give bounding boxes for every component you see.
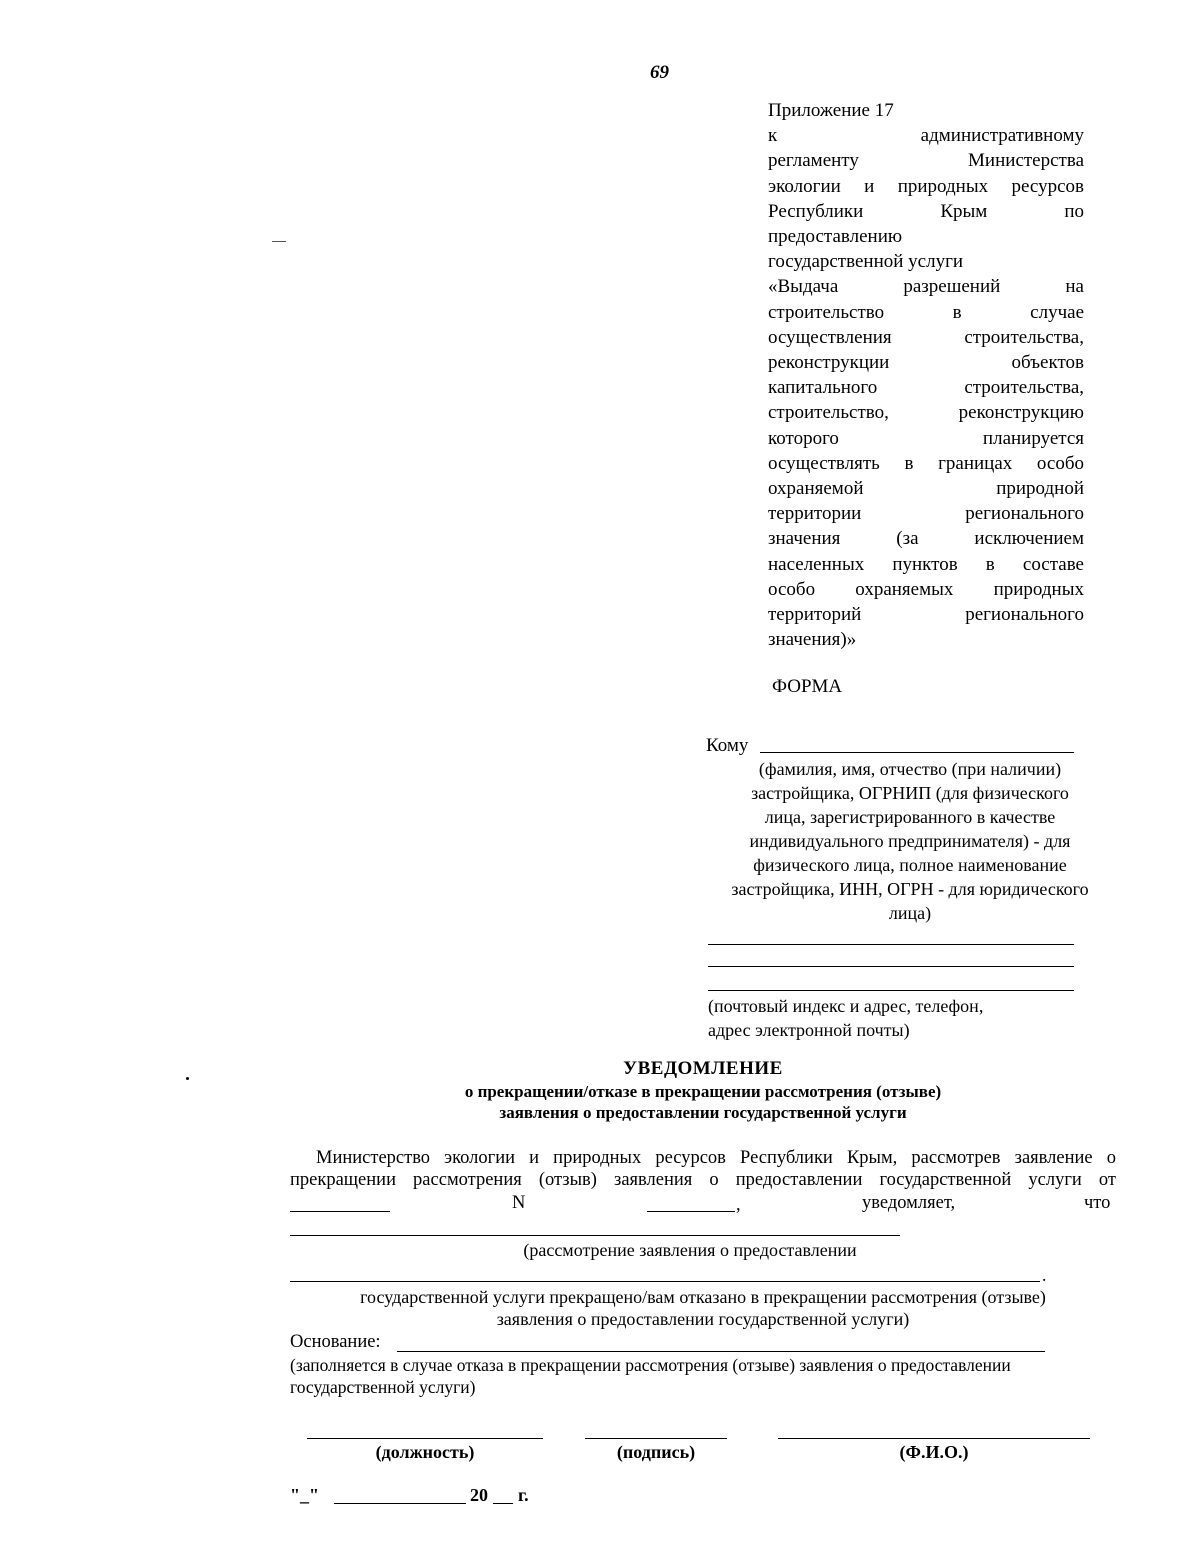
basis-field[interactable]	[397, 1351, 1045, 1352]
result-caption-2: государственной услуги прекращено/вам отказано в прекращении рассмотрения (отзыве)	[360, 1287, 1046, 1307]
form-label: ФОРМА	[772, 676, 843, 697]
appendix-line: «Выдача разрешений на	[768, 276, 1084, 298]
comma: ,	[736, 1195, 741, 1215]
recipient-caption	[700, 757, 1120, 925]
appendix-line: территорий регионального	[768, 604, 1084, 626]
appendix-line: осуществлять в границах особо	[768, 452, 1084, 474]
page-number: 69	[650, 62, 669, 83]
appendix-line: Приложение 17	[768, 100, 894, 121]
title-heading: УВЕДОМЛЕНИЕ	[623, 1058, 783, 1079]
notice-body	[290, 1147, 1116, 1191]
that-word: что	[1084, 1193, 1111, 1213]
appendix-line: охраняемой природной	[768, 478, 1084, 500]
year-field[interactable]	[493, 1503, 513, 1504]
number-label: N	[512, 1193, 526, 1213]
body-line-1: Министерство экологии и природных ресурсов Республики Крым, рассмотрев заявление о	[316, 1148, 1116, 1168]
recipient-caption-line: индивидуального предпринимателя) - для	[749, 831, 1071, 851]
period-mark: .	[1042, 1265, 1047, 1285]
appendix-line: строительство, реконструкцию	[768, 402, 1084, 424]
recipient-caption-line: застройщика, ОГРНИП (для физического	[751, 783, 1069, 803]
appendix-line: строительство в случае	[768, 301, 1084, 323]
recipient-caption-line: (фамилия, имя, отчество (при наличии)	[758, 759, 1062, 779]
title-line-2: заявления о предоставлении государственной услуги	[499, 1103, 907, 1122]
result-field-2[interactable]	[290, 1281, 1040, 1282]
month-field[interactable]	[334, 1503, 466, 1504]
appendix-line: территории регионального	[768, 503, 1084, 525]
appendix-line: значения (за исключением	[768, 528, 1084, 550]
recipient-address-field-2[interactable]	[708, 966, 1074, 967]
appendix-line: реконструкции объектов	[768, 352, 1084, 374]
date-quote-open: "	[290, 1485, 300, 1505]
appendix-line: к административному	[768, 125, 1084, 147]
fio-field[interactable]	[778, 1438, 1090, 1439]
position-field[interactable]	[307, 1438, 543, 1439]
basis-note-1: (заполняется в случае отказа в прекращении рассмотрения (отзыве) заявления о предоставлении	[290, 1355, 1011, 1375]
appendix-line: значения)»	[768, 629, 857, 651]
recipient-caption-line: лица, зарегистрированного в качестве	[764, 807, 1056, 827]
appendix-line: предоставлению	[768, 226, 903, 248]
scan-dot	[186, 1077, 189, 1080]
appendix-line: капитального строительства,	[768, 377, 1084, 399]
basis-label: Основание:	[290, 1332, 381, 1352]
result-caption-1: (рассмотрение заявления о предоставлении	[523, 1240, 857, 1260]
recipient-name-field[interactable]	[760, 752, 1074, 753]
recipient-caption-line: физического лица, полное наименование	[753, 855, 1067, 875]
recipient-address-field-3[interactable]	[708, 990, 1074, 991]
appendix-line: осуществления строительства,	[768, 326, 1084, 348]
scan-mark	[272, 241, 286, 242]
appendix-line: регламенту Министерства	[768, 150, 1084, 172]
signature-caption: (подпись)	[616, 1442, 696, 1462]
position-caption: (должность)	[375, 1442, 475, 1462]
basis-note-2: государственной услуги)	[290, 1377, 476, 1397]
fio-caption: (Ф.И.О.)	[899, 1442, 969, 1462]
recipient-caption-line: лица)	[888, 903, 932, 923]
appendix-line: населенных пунктов в составе	[768, 553, 1084, 575]
recipient-label: Кому	[706, 735, 749, 756]
year-prefix: 20	[470, 1485, 488, 1505]
appendix-line: государственной услуги	[768, 251, 964, 273]
title-line-1: о прекращении/отказе в прекращении рассмотрения (отзыве)	[464, 1082, 942, 1101]
date-line	[290, 1485, 319, 1506]
appendix-line: особо охраняемых природных	[768, 578, 1084, 600]
address-caption-line: адрес электронной почты)	[708, 1020, 910, 1040]
appendix-line: экологии и природных ресурсов	[768, 175, 1084, 197]
address-caption-line: (почтовый индекс и адрес, телефон,	[708, 996, 984, 1016]
year-suffix: г.	[518, 1485, 529, 1505]
address-caption	[708, 994, 1088, 1042]
day-field[interactable]: _	[300, 1485, 309, 1505]
appendix-line: Республики Крым по	[768, 200, 1084, 222]
body-line-2: прекращении рассмотрения (отзыв) заявления о предоставлении государственной услуги от	[290, 1170, 1116, 1190]
application-date-field[interactable]	[290, 1211, 390, 1212]
notifies-word: уведомляет,	[862, 1193, 956, 1213]
appendix-line: которого планируется	[768, 427, 1084, 449]
result-caption-3: заявления о предоставлении государственной услуги)	[496, 1309, 910, 1329]
recipient-caption-line: застройщика, ИНН, ОГРН - для юридического	[731, 879, 1089, 899]
result-field-1[interactable]	[290, 1235, 900, 1236]
appendix-block	[768, 98, 1084, 652]
application-number-field[interactable]	[647, 1211, 735, 1212]
signature-field[interactable]	[585, 1438, 727, 1439]
date-quote-close: "	[309, 1485, 319, 1505]
document-title	[400, 1057, 1006, 1123]
recipient-address-field-1[interactable]	[708, 944, 1074, 945]
